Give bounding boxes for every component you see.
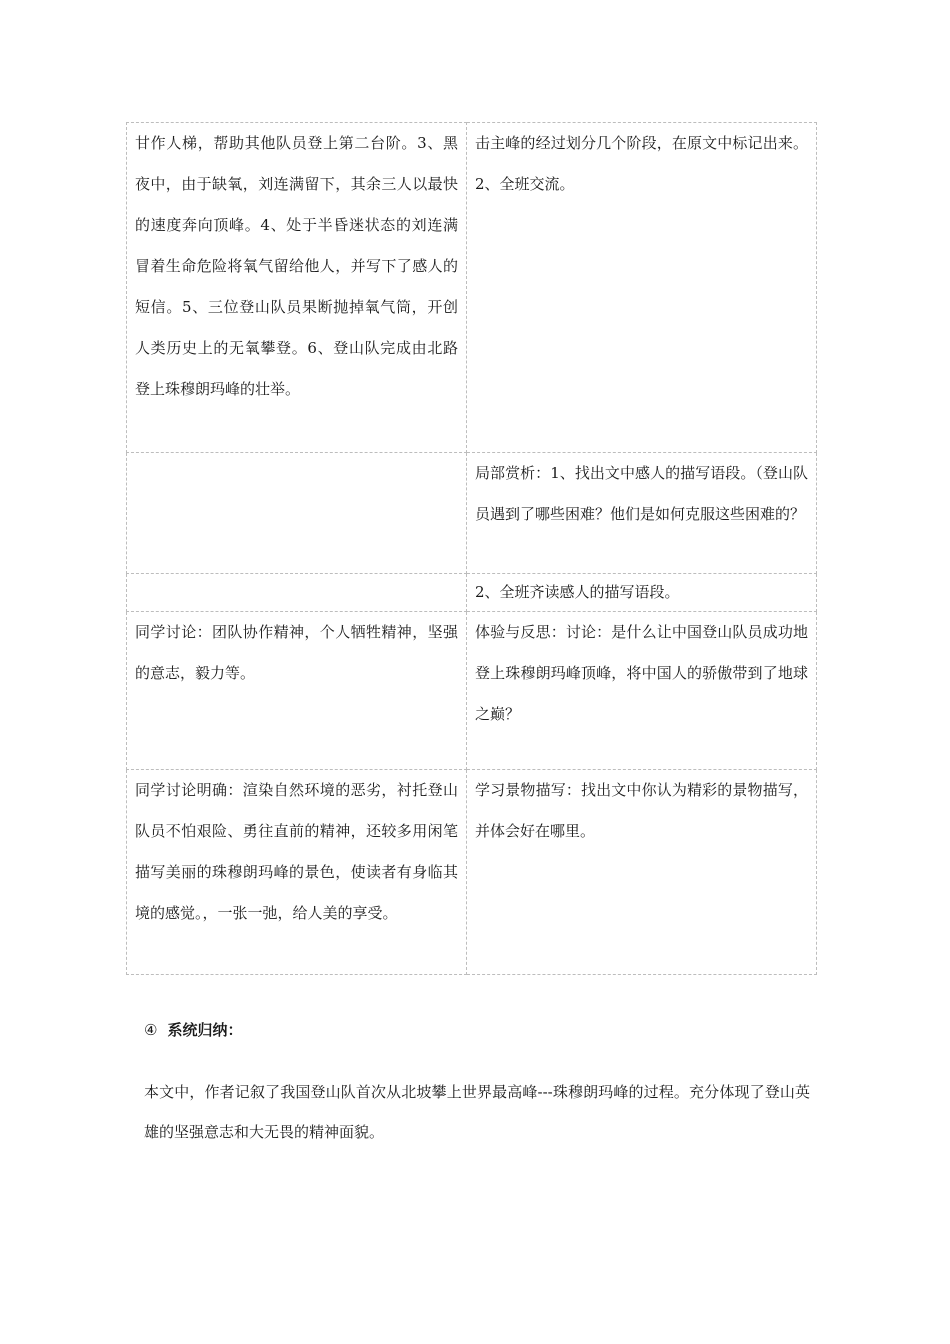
table-cell-left: [127, 574, 467, 612]
table-cell-right: 击主峰的经过划分几个阶段，在原文中标记出来。2、全班交流。: [467, 123, 817, 453]
table-cell-left: 同学讨论明确：渲染自然环境的恶劣，衬托登山队员不怕艰险、勇往直前的精神，还较多用闲笔描写美丽的珠穆朗玛峰的景色，使读者有身临其境的感觉。，一张一弛，给人美的享受。: [127, 770, 467, 975]
table-row: [127, 453, 817, 574]
table-row: [127, 770, 817, 975]
lesson-plan-table: [126, 122, 817, 975]
table-cell-right: 局部赏析：1、找出文中感人的描写语段。（登山队员遇到了哪些困难？他们是如何克服这些困难的？: [467, 453, 817, 574]
table-cell-left: 甘作人梯，帮助其他队员登上第二台阶。3、黑夜中，由于缺氧，刘连满留下，其余三人以最快的速度奔向顶峰。4、处于半昏迷状态的刘连满冒着生命危险将氧气留给他人，并写下了感人的短信。5、三位登山队员果断抛掉氧气筒，开创人类历史上的无氧攀登。6、登山队完成由北路登上珠穆朗玛峰的壮举。: [127, 123, 467, 453]
section-heading: [144, 1016, 242, 1044]
table-cell-right: 2、全班齐读感人的描写语段。: [467, 574, 817, 612]
section-title: 系统归纳：: [167, 1021, 243, 1039]
table-cell-right: 学习景物描写：找出文中你认为精彩的景物描写，并体会好在哪里。: [467, 770, 817, 975]
table-row: [127, 123, 817, 453]
table-cell-left: 同学讨论：团队协作精神，个人牺牲精神，坚强的意志，毅力等。: [127, 612, 467, 770]
section-number: ④: [144, 1021, 158, 1039]
table-row: [127, 574, 817, 612]
table-row: [127, 612, 817, 770]
table-cell-right: 体验与反思：讨论：是什么让中国登山队员成功地登上珠穆朗玛峰顶峰，将中国人的骄傲带到了地球之巅？: [467, 612, 817, 770]
table-cell-left: [127, 453, 467, 574]
summary-paragraph: 本文中，作者记叙了我国登山队首次从北坡攀上世界最高峰---珠穆朗玛峰的过程。充分体现了登山英雄的坚强意志和大无畏的精神面貌。: [144, 1083, 810, 1141]
